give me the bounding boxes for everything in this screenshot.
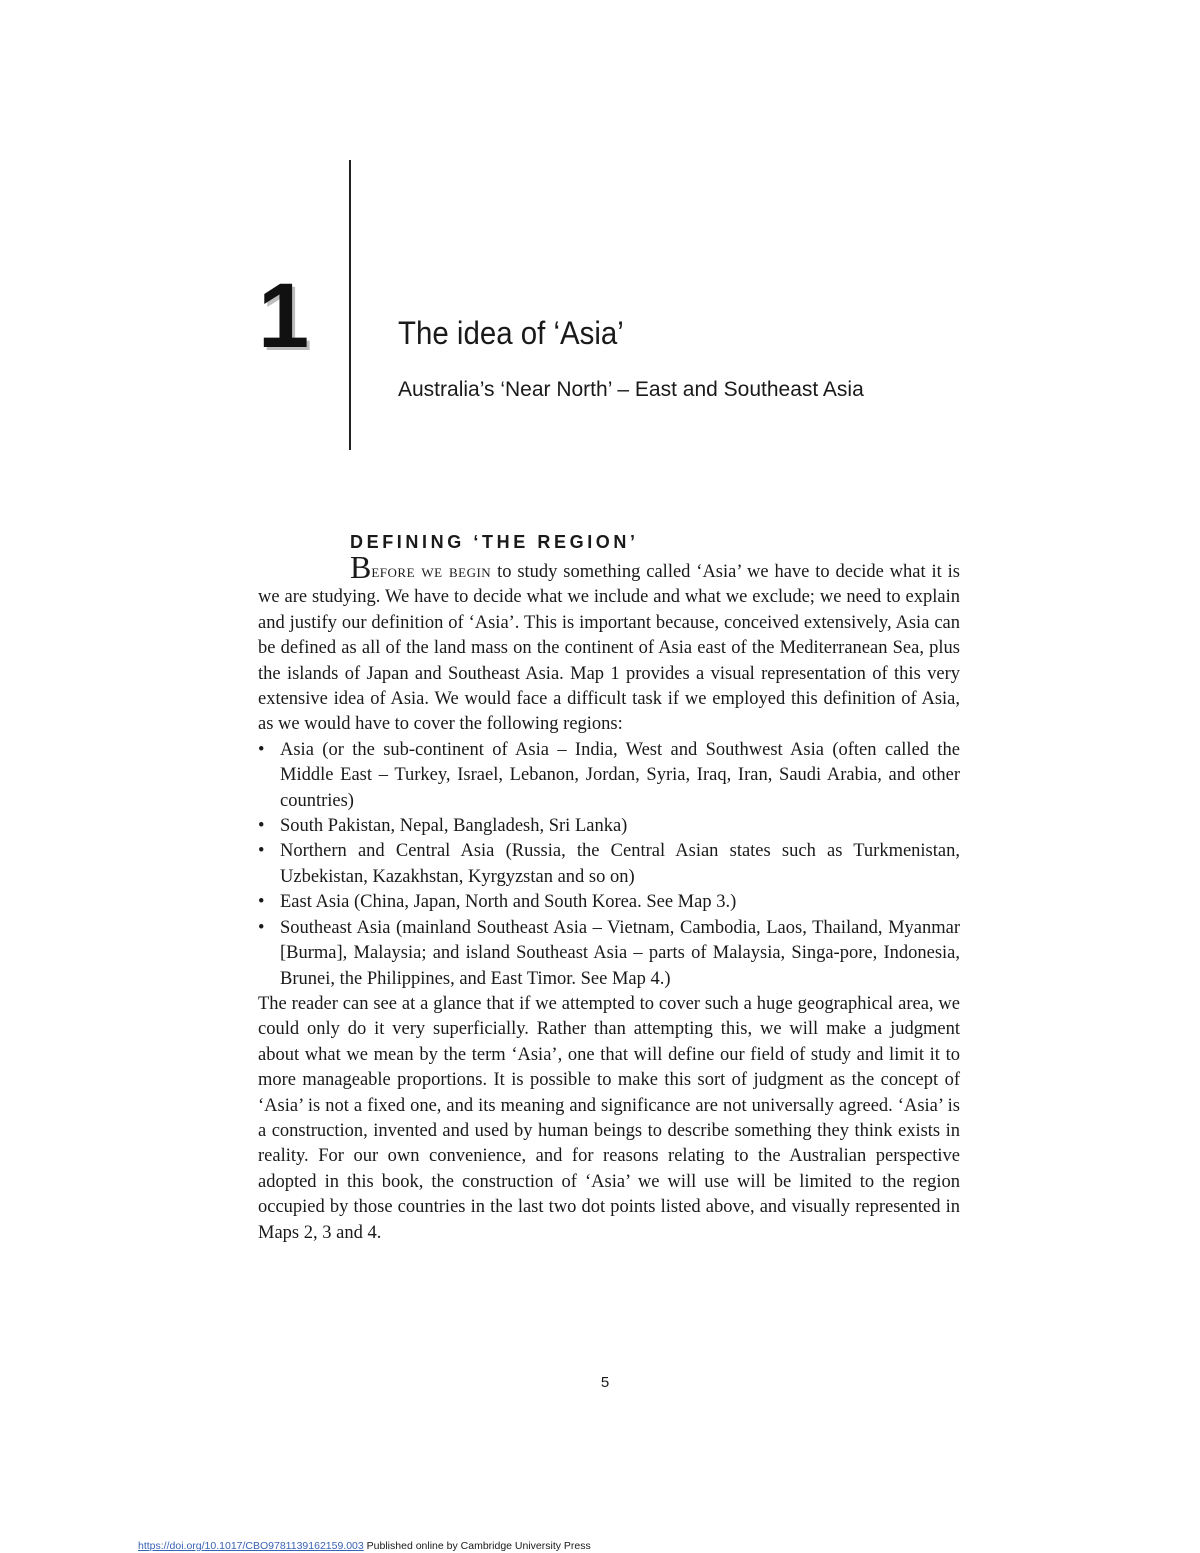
chapter-number: 1 — [258, 265, 310, 367]
region-list — [258, 738, 960, 992]
footer — [138, 1541, 591, 1552]
list-item: • South Pakistan, Nepal, Bangladesh, Sri Lanka) — [258, 814, 960, 839]
chapter-subtitle: Australia’s ‘Near North’ – East and Southeast Asia — [398, 378, 864, 401]
publisher-note: Published online by Cambridge University Press — [363, 1540, 591, 1552]
section-heading: DEFINING ‘THE REGION’ — [350, 532, 639, 552]
doi-link[interactable]: https://doi.org/10.1017/CBO9781139162159.003 — [138, 1540, 364, 1552]
intro-small-caps: efore we begin — [371, 562, 492, 582]
intro-text: to study something called ‘Asia’ we have to decide what it is we are studying. We have to decide what we include and what we exclude; we need to explain and justify our definition of ‘Asia’. This is important because, conceived extensively, Asia can be defined as all of the land mass on the continent of Asia east of the Mediterranean Sea, plus the islands of Japan and Southeast Asia. Map 1 provides a visual representation of this very extensive idea of Asia. We would face a difficult task if we employed this definition of Asia, as we would have to cover the following regions: — [258, 562, 960, 735]
bullet-icon: • — [258, 739, 265, 760]
list-item: • Asia (or the sub-continent of Asia – India, West and Southwest Asia (often called the Middle East – Turkey, Israel, Lebanon, Jordan, Syria, Iraq, Iran, Saudi Arabia, and other countries) — [258, 739, 960, 811]
intro-paragraph — [258, 549, 960, 738]
closing-paragraph: The reader can see at a glance that if we attempted to cover such a huge geographical area, we could only do it very superficially. Rather than attempting this, we will make a judgment about what we mean by the term ‘Asia’, one that will define our field of study and limit it to more manageable proportions. It is possible to make this sort of judgment as the concept of ‘Asia’ is not a fixed one, and its meaning and significance are not universally agreed. ‘Asia’ is a construction, invented and used by human beings to describe something they think exists in reality. For our own convenience, and for reasons relating to the Australian perspective adopted in this book, the construction of ‘Asia’ we will use will be limited to the region occupied by those countries in the last two dot points listed above, and visually represented in Maps 2, 3 and 4. — [258, 993, 960, 1243]
bullet-icon: • — [258, 841, 265, 862]
body-text — [258, 549, 960, 1246]
bullet-icon: • — [258, 892, 265, 913]
list-item: • East Asia (China, Japan, North and South Korea. See Map 3.) — [258, 890, 960, 915]
chapter-divider — [349, 160, 351, 450]
list-item: • Southeast Asia (mainland Southeast Asia – Vietnam, Cambodia, Laos, Thailand, Myanmar [Burma], Malaysia; and island Southeast Asia – parts of Malaysia, Singa-pore, Indonesia, Brunei, the Philippines, and East Timor. See Map 4.) — [258, 917, 960, 989]
drop-cap: B — [350, 549, 372, 585]
page-number: 5 — [600, 1374, 610, 1391]
bullet-icon: • — [258, 917, 265, 938]
chapter-title: The idea of ‘Asia’ — [398, 315, 624, 351]
list-item: • Northern and Central Asia (Russia, the Central Asian states such as Turkmenistan, Uzbekistan, Kazakhstan, Kyrgyzstan and so on) — [258, 841, 960, 887]
bullet-icon: • — [258, 816, 265, 837]
